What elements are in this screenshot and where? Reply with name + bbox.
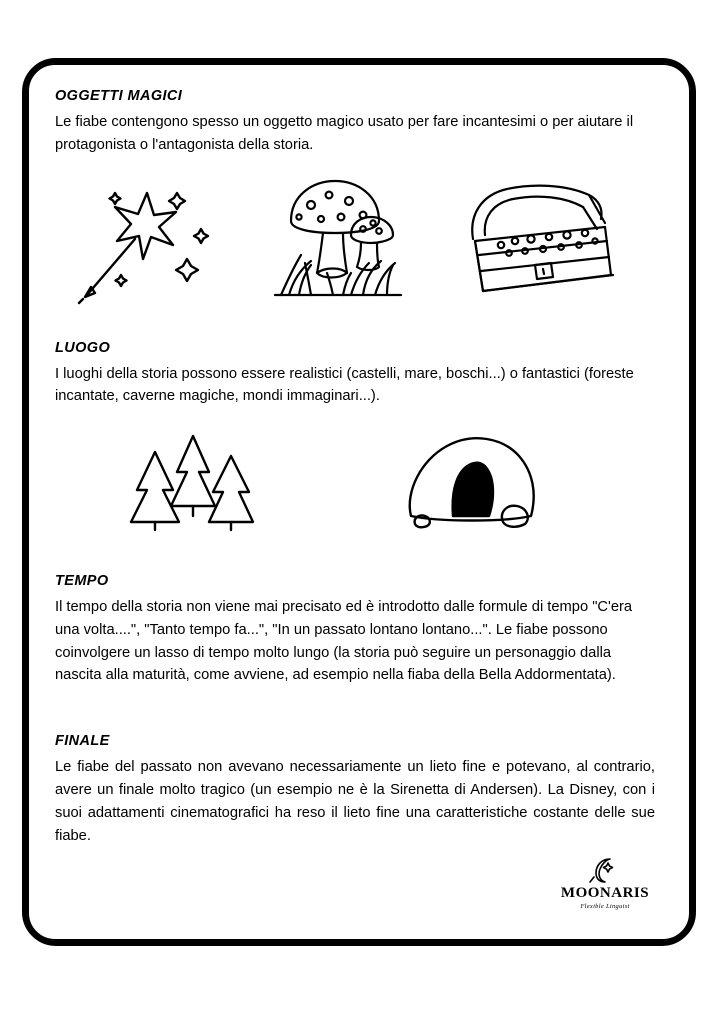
section-title: OGGETTI MAGICI [55, 88, 183, 104]
pine-trees-illustration [55, 430, 395, 545]
mushroom-illustration [255, 169, 455, 314]
section-paragraph: I luoghi della storia possono essere realistici (castelli, mare, boschi...) o fantastici (foreste incantate, caverne magiche, mondi immaginari...). [55, 365, 634, 405]
cave-illustration [395, 430, 655, 545]
moonaris-logo [557, 855, 653, 910]
section-paragraph: Il tempo della storia non viene mai precisato ed è introdotto dalle formule di tempo "C'era una volta....", "Tanto tempo fa...", "In un passato lontano lontano...". Le fiabe possono coinvolgere un lasso di tempo molto lungo (la storia può seguire un personaggio dalla nascita alla maturità, come avviene, ad esempio nella fiaba della Bella Addormentata). [55, 599, 633, 684]
illustration-row-places [55, 430, 655, 545]
section-finale [55, 733, 655, 847]
spacer [55, 545, 655, 573]
section-title: LUOGO [55, 339, 111, 356]
spacer [55, 314, 655, 340]
logo-tagline: Flexible Linguist [580, 903, 630, 910]
logo-name: MOONARIS [560, 885, 650, 901]
treasure-chest-illustration [455, 179, 645, 314]
crescent-moon-icon [588, 855, 622, 885]
section-tempo [55, 573, 655, 687]
worksheet-content [55, 88, 655, 928]
section-paragraph: Le fiabe del passato non avevano necessariamente un lieto fine e potevano, al contrario, avere un finale molto tragico (un esempio ne è la Sirenetta di Andersen). La Disney, con i suoi adattamenti cinematografici ha reso il lieto fine una caratteristiche costante delle sue fiabe. [55, 759, 655, 844]
section-oggetti-magici [55, 88, 655, 314]
section-luogo [55, 340, 655, 546]
section-title: TEMPO [55, 573, 109, 590]
spacer [55, 687, 655, 733]
section-paragraph: Le fiabe contengono spesso un oggetto magico usato per fare incantesimi o per aiutare il protagonista o l'antagonista della storia. [55, 114, 634, 153]
section-title: FINALE [55, 733, 110, 750]
magic-wand-illustration [55, 179, 255, 314]
illustration-row-magic-objects [55, 169, 655, 314]
